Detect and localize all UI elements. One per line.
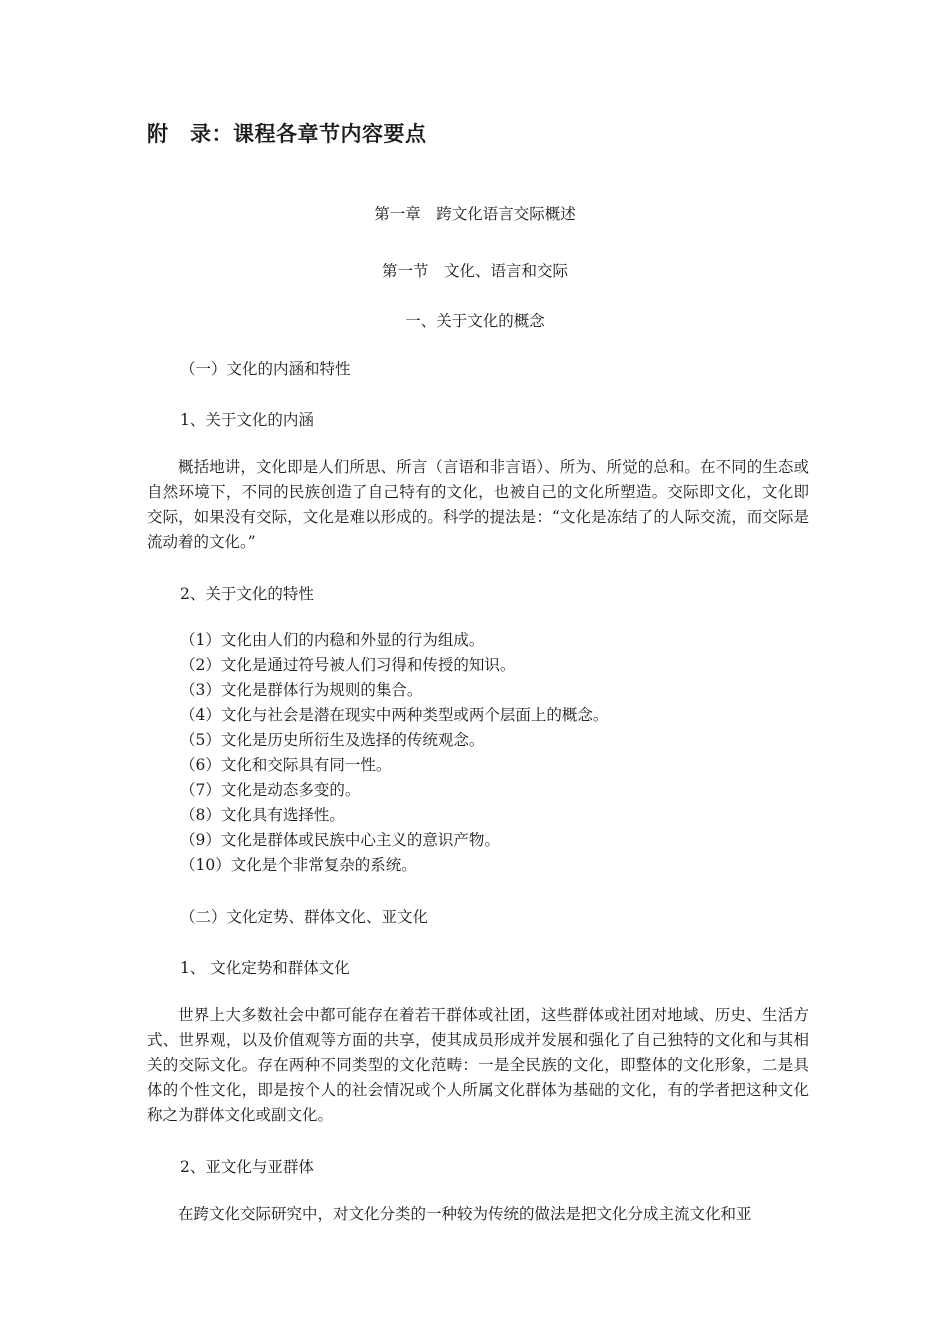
part-heading: 一、关于文化的概念 [405, 312, 545, 330]
chapter-heading: 第一章 跨文化语言交际概述 [374, 205, 576, 223]
list-item: （2）文化是通过符号被人们习得和传授的知识。 [180, 656, 516, 674]
list-item: （4）文化与社会是潜在现实中两种类型或两个层面上的概念。 [180, 706, 609, 724]
item-heading-4: 2、亚文化与亚群体 [180, 1158, 314, 1176]
subsection-heading-2: （二）文化定势、群体文化、亚文化 [180, 908, 429, 926]
item-heading-2: 2、关于文化的特性 [180, 585, 314, 603]
paragraph-stereotype: 世界上大多数社会中都可能存在着若干群体或社团，这些群体或社团对地域、历史、生活方式、世界观，以及价值观等方面的共享，使其成员形成并发展和强化了自己独特的文化和与其相关的交际文化。存在两种不同类型的文化范畴：一是全民族的文化，即整体的文化形象，二是具体的个性文化，即是按个人的社会情况或个人所属文化群体为基础的文化，有的学者把这种文化称之为群体文化或副文化。 [147, 1006, 809, 1124]
list-item: （9）文化是群体或民族中心主义的意识产物。 [180, 831, 500, 849]
list-item: （8）文化具有选择性。 [180, 806, 345, 824]
paragraph-culture-meaning: 概括地讲，文化即是人们所思、所言（言语和非言语）、所为、所觉的总和。在不同的生态或自然环境下，不同的民族创造了自己特有的文化，也被自己的文化所塑造。交际即文化，文化即交际，如果没有交际，文化是难以形成的。科学的提法是：“文化是冻结了的人际交流，而交际是流动着的文化。” [147, 458, 809, 551]
item-heading-1: 1、关于文化的内涵 [180, 411, 314, 429]
culture-traits-list [180, 628, 608, 878]
item-heading-3: 1、 文化定势和群体文化 [180, 959, 350, 977]
subsection-heading-1: （一）文化的内涵和特性 [180, 360, 351, 378]
list-item: （1）文化由人们的内稳和外显的行为组成。 [180, 631, 485, 649]
list-item: （3）文化是群体行为规则的集合。 [180, 681, 423, 699]
list-item: （6）文化和交际具有同一性。 [180, 756, 392, 774]
paragraph-subculture: 在跨文化交际研究中，对文化分类的一种较为传统的做法是把文化分成主流文化和亚 [178, 1205, 752, 1223]
list-item: （10）文化是个非常复杂的系统。 [180, 856, 417, 874]
list-item: （7）文化是动态多变的。 [180, 781, 361, 799]
list-item: （5）文化是历史所衍生及选择的传统观念。 [180, 731, 485, 749]
appendix-title: 附 录：课程各章节内容要点 [147, 122, 427, 146]
section-heading: 第一节 文化、语言和交际 [381, 262, 568, 280]
